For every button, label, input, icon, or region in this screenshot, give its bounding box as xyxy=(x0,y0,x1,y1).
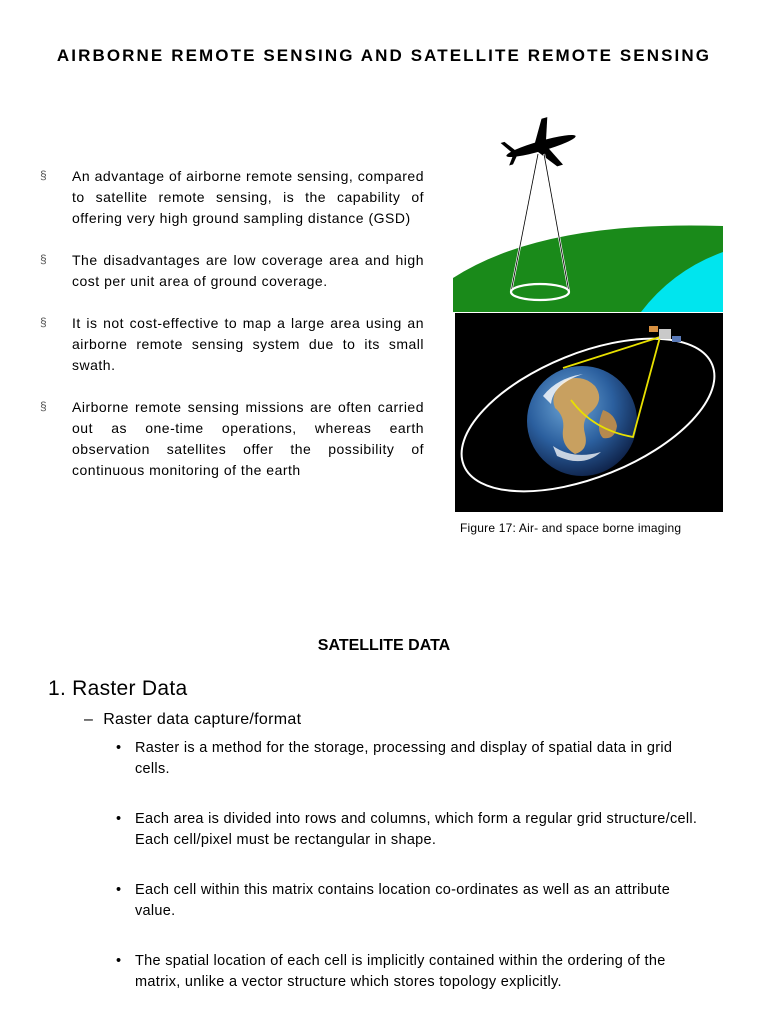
dash-mark: – xyxy=(84,711,94,728)
list-item xyxy=(40,166,424,229)
section-mark-icon: § xyxy=(40,399,47,413)
list-item-text: Each cell within this matrix contains location co-ordinates as well as an attribute value. xyxy=(135,882,671,919)
figure-caption: Figure 17: Air- and space borne imaging xyxy=(460,521,682,535)
list-item xyxy=(40,397,424,481)
list-item-text: An advantage of airborne remote sensing, compared to satellite remote sensing, is the capability of offering very high ground sampling distance (GSD) xyxy=(72,168,424,226)
bullet-dot-icon: • xyxy=(116,740,122,756)
section-mark-icon: § xyxy=(40,168,47,182)
heading-text: Raster Data xyxy=(72,677,188,700)
list-item xyxy=(116,951,708,993)
section-mark-icon: § xyxy=(40,252,47,266)
list-item xyxy=(116,738,708,780)
list-item-text: It is not cost-effective to map a large area using an airborne remote sensing system due to its small swath. xyxy=(72,315,424,373)
bullet-dot-icon: • xyxy=(116,811,122,827)
list-item xyxy=(40,313,424,376)
page-title: AIRBORNE REMOTE SENSING AND SATELLITE REMOTE SENSING xyxy=(56,46,712,65)
section-title: SATELLITE DATA xyxy=(317,637,451,654)
list-item-text: The disadvantages are low coverage area and high cost per unit area of ground coverage. xyxy=(72,252,424,289)
raster-points-list xyxy=(116,738,708,1022)
list-item-text: Raster is a method for the storage, processing and display of spatial data in grid cells. xyxy=(135,740,673,777)
bullet-dot-icon: • xyxy=(116,953,122,969)
subheading-text: Raster data capture/format xyxy=(103,711,302,728)
list-item-text: The spatial location of each cell is implicitly contained within the ordering of the matrix, unlike a vector structure which stores topology explicitly. xyxy=(135,953,666,990)
subheading xyxy=(84,711,301,729)
list-item xyxy=(116,880,708,922)
advantages-list xyxy=(40,166,424,502)
list-item xyxy=(40,250,424,292)
section-mark-icon: § xyxy=(40,315,47,329)
list-item-text: Airborne remote sensing missions are often carried out as one-time operations, whereas earth observation satellites offer the possibility of continuous monitoring of the earth xyxy=(72,399,424,478)
bullet-dot-icon: • xyxy=(116,882,122,898)
imaging-figure xyxy=(453,110,723,514)
earth-icon xyxy=(527,366,637,476)
numbered-heading xyxy=(48,677,187,701)
list-item-text: Each area is divided into rows and columns, which form a regular grid structure/cell. Each cell/pixel must be rectangular in shape. xyxy=(135,811,698,848)
heading-number: 1. xyxy=(48,677,67,700)
list-item xyxy=(116,809,708,851)
airborne-imaging-illustration xyxy=(453,110,723,514)
